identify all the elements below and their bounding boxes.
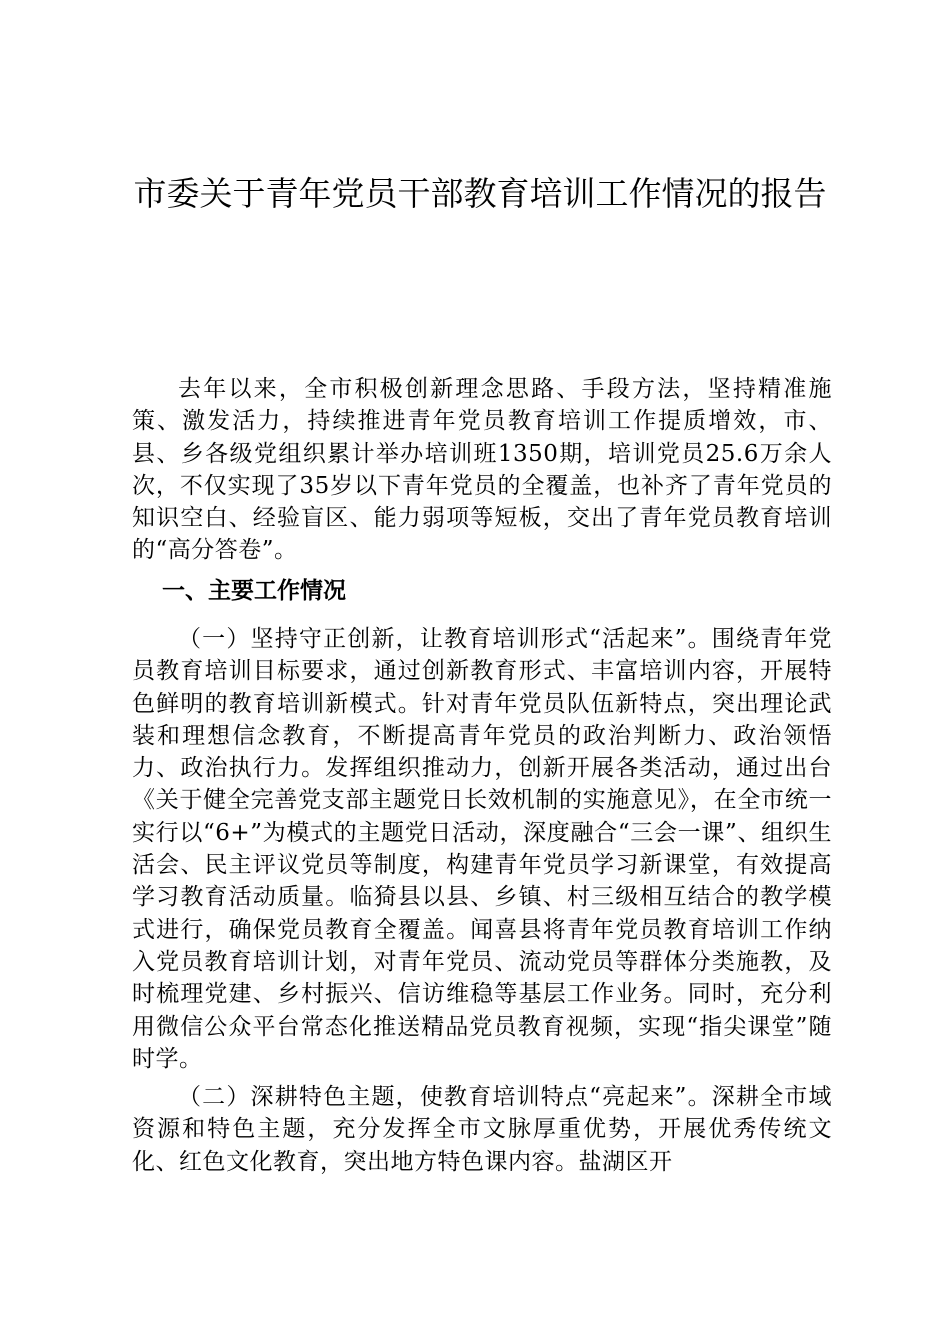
intro-paragraph: 去年以来，全市积极创新理念思路、手段方法，坚持精准施策、激发活力，持续推进青年党员教育培训工作提质增效，市、县、乡各级党组织累计举办培训班1350期，培训党员25.6万余人次，不仅实现了35岁以下青年党员的全覆盖，也补齐了青年党员的知识空白、经验盲区、能力弱项等短板，交出了青年党员教育培训的“高分答卷”。 [132, 376, 832, 564]
section-heading-main-work: 一、主要工作情况 [162, 578, 346, 604]
paragraph-item-2: （二）深耕特色主题，使教育培训特点“亮起来”。深耕全市域资源和特色主题，充分发挥全市文脉厚重优势，开展优秀传统文化、红色文化教育，突出地方特色课内容。盐湖区开 [132, 1084, 832, 1175]
paragraph-item-1: （一）坚持守正创新，让教育培训形式“活起来”。围绕青年党员教育培训目标要求，通过创新教育形式、丰富培训内容，开展特色鲜明的教育培训新模式。针对青年党员队伍新特点，突出理论武装和理想信念教育，不断提高青年党员的政治判断力、政治领悟力、政治执行力。发挥组织推动力，创新开展各类活动，通过出台《关于健全完善党支部主题党日长效机制的实施意见》，在全市统一实行以“6+”为模式的主题党日活动，深度融合“三会一课”、组织生活会、民主评议党员等制度，构建青年党员学习新课堂，有效提高学习教育活动质量。临猗县以县、乡镇、村三级相互结合的教学模式进行，确保党员教育全覆盖。闻喜县将青年党员教育培训工作纳入党员教育培训计划，对青年党员、流动党员等群体分类施教，及时梳理党建、乡村振兴、信访维稳等基层工作业务。同时，充分利用微信公众平台常态化推送精品党员教育视频，实现“指尖课堂”随时学。 [132, 626, 832, 1072]
document-title: 市委关于青年党员干部教育培训工作情况的报告 [133, 174, 827, 213]
